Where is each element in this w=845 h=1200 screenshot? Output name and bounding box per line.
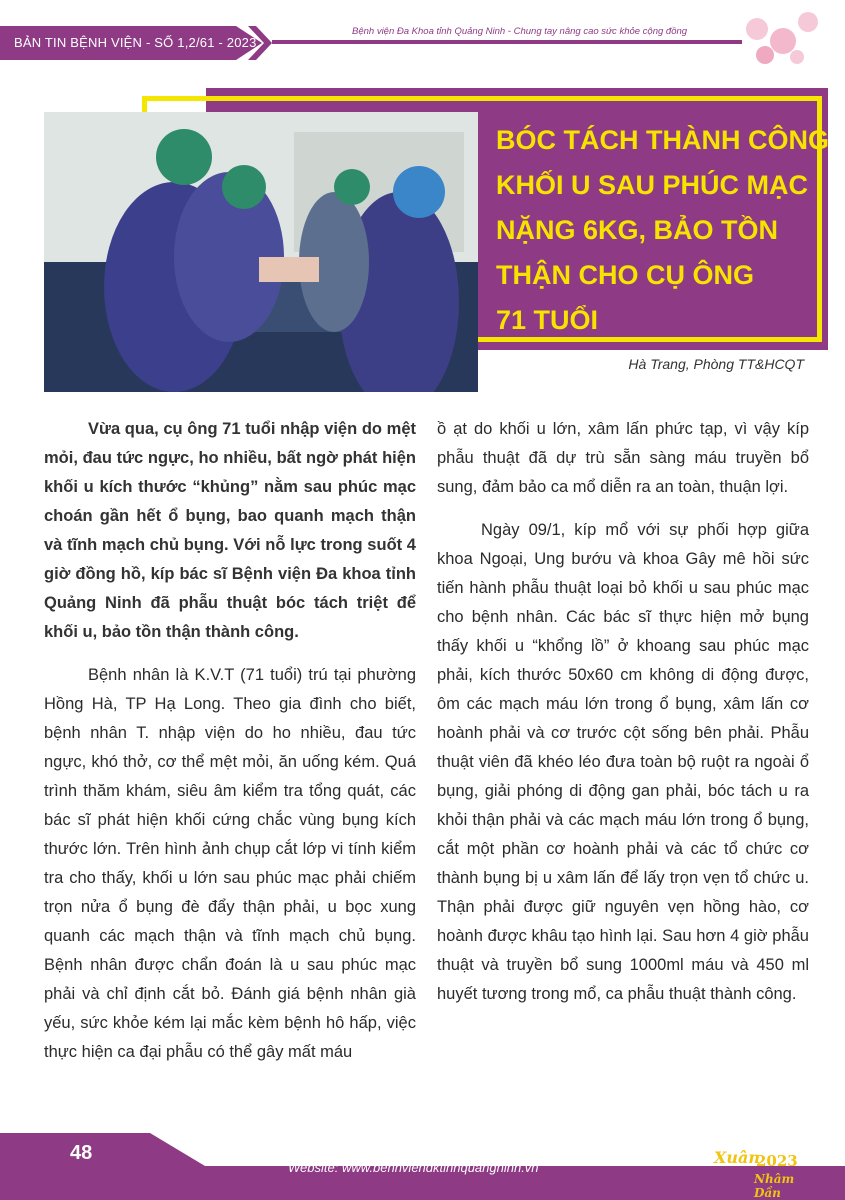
article-byline: Hà Trang, Phòng TT&HCQT xyxy=(628,356,804,372)
right-column xyxy=(437,415,809,1023)
article-paragraph: Ngày 09/1, kíp mổ với sự phối hợp giữa khoa Ngoại, Ung bướu và khoa Gây mê hồi sức tiến hành phẫu thuật loại bỏ khối u sau phúc mạc cho bệnh nhân. Các bác sĩ thực hiện mở bụng thấy khối u “khổng lồ” ở khoang sau phúc mạc phải, kích thước 50x60 cm không di động được, ôm các mạch máu lớn trong ổ bụng, xâm lấn cơ hoành phải và cơ trước cột sống bên phải. Phẫu thuật viên đã khéo léo đưa toàn bộ ruột ra ngoài ổ bụng, giải phóng di động gan phải, bóc tách u ra khỏi thận phải và các mạch máu lớn trong ổ bụng, cắt một phần cơ hoành phải và các tổ chức cơ thành bụng bị u xâm lấn để lấy trọn vẹn tổ chức u. Thận phải được giữ nguyên vẹn hồng hào, cơ hoành được khâu tạo hình lại. Sau hơn 4 giờ phẫu thuật và truyền bổ sung 1000ml máu và 450 ml huyết tương trong mổ, ca phẫu thuật thành công. xyxy=(437,521,809,1003)
surgery-photo xyxy=(44,112,478,392)
surgery-photo-illustration xyxy=(44,112,478,392)
newsletter-issue: BẢN TIN BỆNH VIỆN - SỐ 1,2/61 - 2023 xyxy=(14,35,257,50)
title-line: THẬN CHO CỤ ÔNG xyxy=(496,260,754,290)
badge-lunar-year: Nhâm Dần xyxy=(754,1172,795,1200)
header-rule xyxy=(272,40,742,44)
left-column xyxy=(44,415,416,1081)
article-paragraph-continued: ồ ạt do khối u lớn, xâm lấn phức tạp, vì vậy kíp phẫu thuật đã dự trù sẵn sàng máu truyền bổ sung, đảm bảo ca mổ diễn ra an toàn, thuận lợi. xyxy=(437,420,809,496)
title-line: NẶNG 6KG, BẢO TỒN xyxy=(496,215,779,245)
badge-year: 2023 xyxy=(756,1152,798,1170)
title-line: BÓC TÁCH THÀNH CÔNG xyxy=(496,125,829,155)
article-paragraph: Bệnh nhân là K.V.T (71 tuổi) trú tại phường Hồng Hà, TP Hạ Long. Theo gia đình cho biết, bệnh nhân T. nhập viện do ho nhiều, đau tức ngực, khó thở, cơ thể mệt mỏi, ăn uống kém. Quá trình thăm khám, siêu âm kiểm tra tổng quát, các bác sĩ phát hiện khối cứng chắc vùng bụng kích thước lớn. Trên hình ảnh chụp cắt lớp vi tính kiểm tra cho thấy, khối u lớn sau phúc mạc phải chiếm trọn nửa ổ bụng đè đẩy thận phải, u bọc xung quanh các mạch thận và tĩnh mạch chủ bụng. Bệnh nhân được chẩn đoán là u sau phúc mạc phải và chỉ định cắt bỏ. Đánh giá bệnh nhân già yếu, sức khỏe kém lại mắc kèm bệnh hô hấp, việc thực hiện ca đại phẫu có thể gây mất máu xyxy=(44,666,416,1061)
title-line: KHỐI U SAU PHÚC MẠC xyxy=(496,170,809,200)
hospital-tagline: Bệnh viện Đa Khoa tỉnh Quảng Ninh - Chung tay nâng cao sức khỏe cộng đồng xyxy=(352,26,688,37)
badge-spring: Xuân xyxy=(714,1148,761,1167)
title-line: 71 TUỔI xyxy=(496,305,599,335)
website-link[interactable]: Website: www.benhviendktinhquangninh.vn xyxy=(288,1160,539,1175)
article-title xyxy=(496,118,829,343)
spring-2023-badge xyxy=(714,1148,814,1198)
page-number: 48 xyxy=(70,1142,93,1164)
article-lead: Vừa qua, cụ ông 71 tuổi nhập viện do mệt mỏi, đau tức ngực, ho nhiều, bất ngờ phát hiện khối u kích thước “khủng” nằm sau phúc mạc choán gần hết ổ bụng, bao quanh mạch thận và tĩnh mạch chủ bụng. Với nỗ lực trong suốt 4 giờ đồng hồ, kíp bác sĩ Bệnh viện Đa khoa tỉnh Quảng Ninh đã phẫu thuật bóc tách triệt để khối u, bảo tồn thận thành công. xyxy=(44,420,416,641)
